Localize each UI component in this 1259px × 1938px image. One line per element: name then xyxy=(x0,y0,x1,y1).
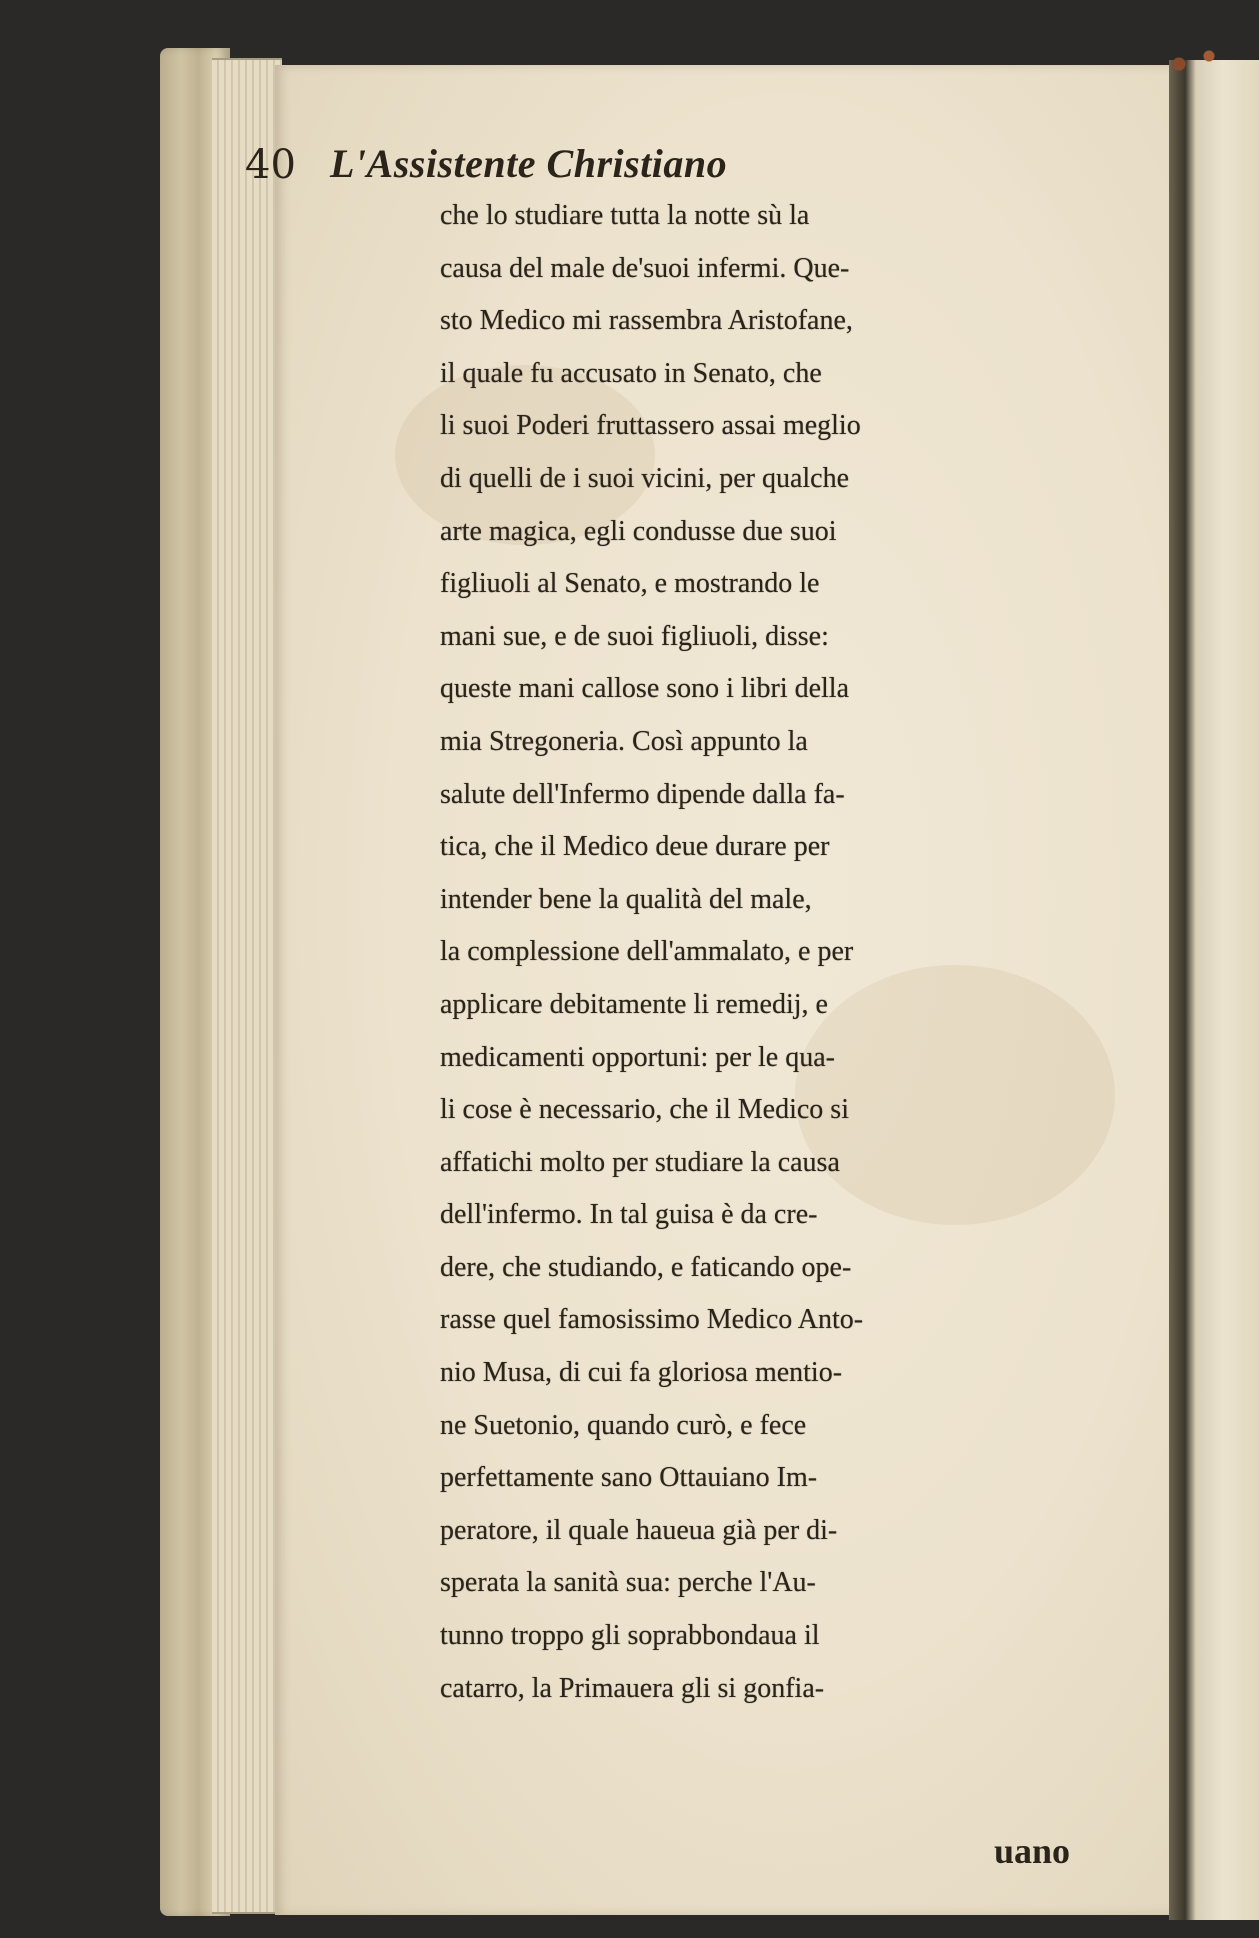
text-line: tunno troppo gli soprabbondaua il xyxy=(440,1620,820,1652)
text-line: il quale fu accusato in Senato, che xyxy=(440,357,822,389)
body-text xyxy=(440,190,1160,1715)
text-line: sto Medico mi rassembra Aristofane, xyxy=(440,305,853,337)
text-line: mia Stregoneria. Così appunto la xyxy=(440,725,808,757)
text-line: intender bene la qualità del male, xyxy=(440,883,812,915)
text-line: applicare debitamente li remedij, e xyxy=(440,988,828,1020)
text-line: catarro, la Primauera gli si gonfia- xyxy=(440,1672,825,1704)
text-line: figliuoli al Senato, e mostrando le xyxy=(440,568,820,600)
binding-thread xyxy=(1139,40,1239,80)
text-line: perfettamente sano Ottauiano Im- xyxy=(440,1462,818,1494)
text-line: dell'infermo. In tal guisa è da cre- xyxy=(440,1199,818,1231)
text-line: arte magica, egli condusse due suoi xyxy=(440,515,837,547)
page-number: 40 xyxy=(245,142,296,188)
text-line: tica, che il Medico deue durare per xyxy=(440,831,830,863)
text-line: di quelli de i suoi vicini, per qualche xyxy=(440,462,850,494)
text-line: peratore, il quale haueua già per di- xyxy=(440,1514,838,1546)
text-line: queste mani callose sono i libri della xyxy=(440,673,850,705)
text-line: dere, che studiando, e faticando ope- xyxy=(440,1251,852,1283)
text-line: li suoi Poderi fruttassero assai meglio xyxy=(440,410,861,442)
text-line: causa del male de'suoi infermi. Que- xyxy=(440,252,850,284)
running-title: L'Assistente Christiano xyxy=(330,141,728,186)
text-line: sperata la sanità sua: perche l'Au- xyxy=(440,1567,816,1599)
page-stack xyxy=(212,58,282,1914)
text-line: affatichi molto per studiare la causa xyxy=(440,1146,840,1178)
catchword: uano xyxy=(994,1831,1071,1871)
text-line: mani sue, e de suoi figliuoli, disse: xyxy=(440,620,829,652)
text-line: nio Musa, di cui fa gloriosa mentio- xyxy=(440,1357,843,1389)
text-line: ne Suetonio, quando curò, e fece xyxy=(440,1409,807,1441)
text-line: li cose è necessario, che il Medico si xyxy=(440,1094,849,1126)
text-line: salute dell'Infermo dipende dalla fa- xyxy=(440,778,845,810)
text-line: la complessione dell'ammalato, e per xyxy=(440,936,854,968)
facing-page-edge xyxy=(1169,60,1259,1920)
text-line: rasse quel famosissimo Medico Anto- xyxy=(440,1304,864,1336)
text-line: medicamenti opportuni: per le qua- xyxy=(440,1041,835,1073)
text-line: che lo studiare tutta la notte sù la xyxy=(440,200,810,231)
